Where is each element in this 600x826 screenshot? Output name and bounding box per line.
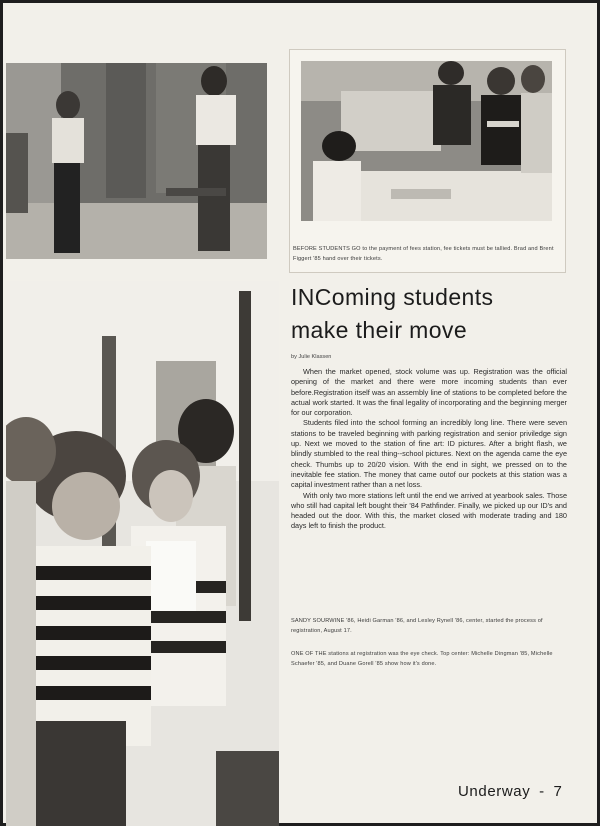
article-body bbox=[291, 367, 567, 532]
folio-page-number: 7 bbox=[553, 783, 563, 800]
byline: by Julie Klassen bbox=[291, 354, 332, 360]
page-folio bbox=[458, 783, 562, 800]
article-paragraph: With only two more stations left until the end we arrived at yearbook sales. Those who still had capital left bought their '84 Pathfinder. Finally, we picked up our ID's and headed out the door. With this, the market closed with moderate trading and 180 days left to finish the product. bbox=[291, 490, 567, 531]
photo-fee-station bbox=[301, 61, 552, 221]
article-paragraph: When the market opened, stock volume was up. Registration was the official opening of the market and there were more incoming students than ever before.Registration itself was an assembly line of stations to be completed before the actual work started. It was the final legality of incorporating and the beginning merger for our corporation. bbox=[291, 367, 567, 418]
photo-registration-line bbox=[6, 281, 279, 826]
headline-line-1: INComing students bbox=[291, 284, 494, 310]
headline-line-2: make their move bbox=[291, 317, 468, 343]
caption-registration-line: SANDY SOURWINE '86, Heidi Garman '86, and Lesley Rynell '86, center, started the process of registration, August 17. bbox=[291, 618, 543, 634]
photo-phone-station bbox=[6, 63, 267, 259]
caption-eye-check: ONE OF THE stations at registration was the eye check. Top center: Michelle Dingman '85, Michelle Schaefer '85, and Duane Gorell '85 show how it's done. bbox=[291, 651, 553, 667]
article-paragraph: Students filed into the school forming an incredibly long line. There were seven stations to be traveled beginning with parking registration and senior priviledge sign up. Next we moved to the station of fine art: ID pictures. After a bright flash, we blindly stumbled to the real thing--school pictures. Next on the agenda came the eye check. Thumbs up to 20/20 vision. With the end in sight, we pressed on to the inevitable fee station. The money that came outof our pockets at this station was a capital investment rather than a net loss. bbox=[291, 418, 567, 490]
folio-section: Underway bbox=[458, 783, 531, 800]
folio-separator: - bbox=[539, 783, 545, 800]
caption-fee-station: BEFORE STUDENTS GO to the payment of fees station, fee tickets must be tallied. Brad and Brent Figgert '85 hand over their tickets. bbox=[293, 246, 554, 262]
